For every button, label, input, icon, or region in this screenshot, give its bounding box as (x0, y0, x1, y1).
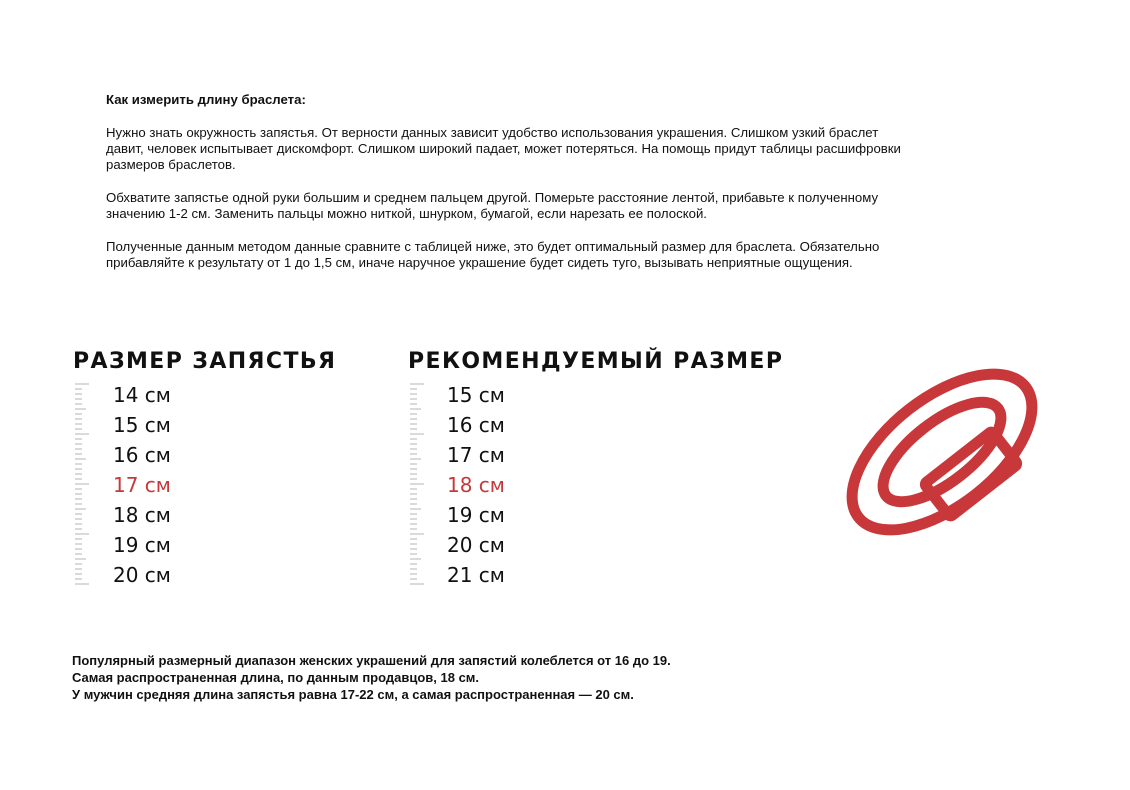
note-line: Популярный размерный диапазон женских украшений для запястий колеблется от 16 до 19. (72, 653, 671, 668)
ruler-icon (75, 382, 91, 588)
wrist-size-item: 19 см (113, 533, 171, 557)
recommended-size-item: 15 см (447, 383, 505, 407)
recommended-size-list (447, 380, 505, 590)
wrist-size-item: 18 см (113, 503, 171, 527)
wrist-size-item: 15 см (113, 413, 171, 437)
wrist-size-list (113, 380, 171, 590)
wrist-size-item: 16 см (113, 443, 171, 467)
intro-paragraph-2: Обхватите запястье одной руки большим и среднем пальцем другой. Померьте расстояние лентой, прибавьте к полученному значению 1-2 см. Заменить пальцы можно ниткой, шнурком, бумагой, если нарезать ее полоской. (106, 190, 879, 221)
recommended-size-item: 18 см (447, 473, 505, 497)
intro-heading: Как измерить длину браслета: (106, 92, 306, 107)
notes-section (72, 652, 671, 703)
intro-paragraph-3: Полученные данным методом данные сравните с таблицей ниже, это будет оптимальный размер для браслета. Обязательно прибавляйте к результату от 1 до 1,5 см, иначе наручное украшение будет сидеть туго, вызывать неприятные ощущения. (106, 239, 880, 270)
wrist-size-item: 14 см (113, 383, 171, 407)
recommended-size-item: 16 см (447, 413, 505, 437)
wrist-size-item: 17 см (113, 473, 171, 497)
note-line: У мужчин средняя длина запястья равна 17-22 см, а самая распространенная — 20 см. (72, 687, 634, 702)
bracelet-icon (838, 350, 1058, 550)
intro-section (106, 92, 906, 271)
recommended-size-item: 20 см (447, 533, 505, 557)
recommended-size-item: 17 см (447, 443, 505, 467)
recommended-size-title: РЕКОМЕНДУЕМЫЙ РАЗМЕР (408, 349, 784, 374)
recommended-size-item: 21 см (447, 563, 505, 587)
wrist-size-item: 20 см (113, 563, 171, 587)
recommended-size-item: 19 см (447, 503, 505, 527)
intro-paragraph-1: Нужно знать окружность запястья. От верности данных зависит удобство использования украшения. Слишком узкий браслет давит, человек испытывает дискомфорт. Слишком широкий падает, может потеряться. На помощь придут таблицы расшифровки размеров браслетов. (106, 125, 901, 172)
ruler-icon (410, 382, 426, 588)
note-line: Самая распространенная длина, по данным продавцов, 18 см. (72, 670, 480, 685)
wrist-size-title: РАЗМЕР ЗАПЯСТЬЯ (73, 349, 337, 374)
